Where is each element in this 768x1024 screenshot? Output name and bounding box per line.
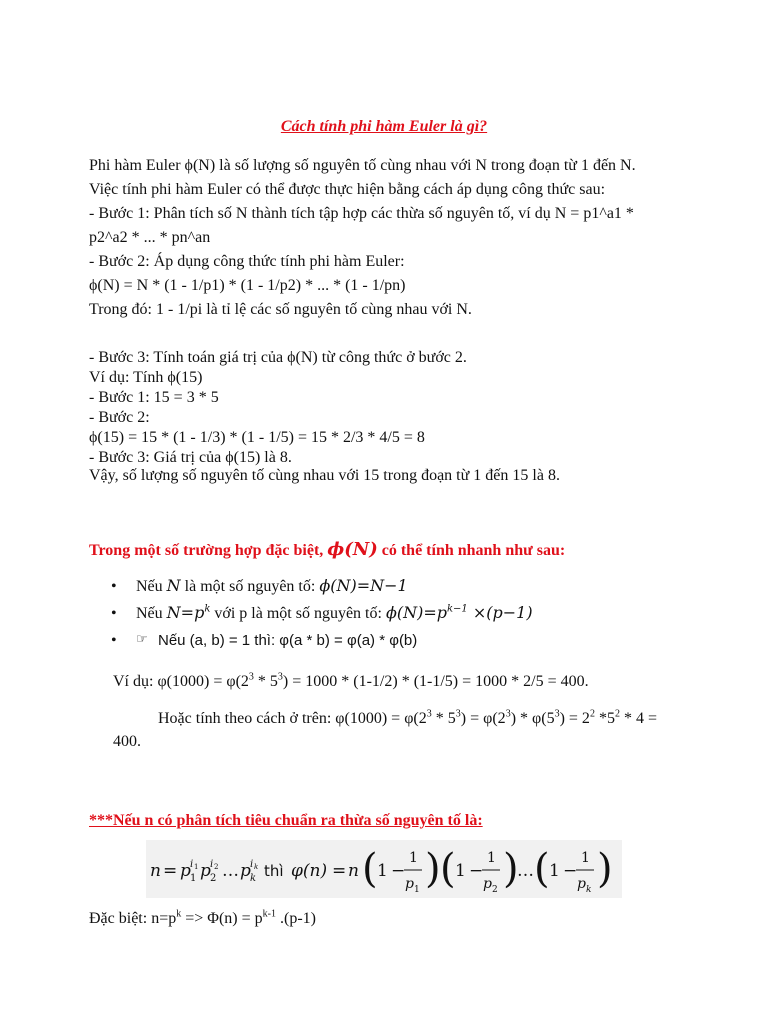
bullet-text: là một số nguyên tố:	[180, 578, 320, 595]
note-text: => Φ(n) = p	[181, 910, 263, 927]
example-text: ) = φ(2	[460, 710, 506, 727]
example-line-1	[113, 673, 589, 691]
formula-n: n	[348, 861, 359, 881]
formula-equals: =	[332, 861, 347, 881]
formula-fraction-den: p	[483, 876, 492, 892]
bullet-prime-case	[136, 576, 408, 596]
formula-phi: φ(n)	[291, 861, 328, 881]
bullet-coprime-case: Nếu (a, b) = 1 thì: φ(a * b) = φ(a) * φ(b)	[158, 632, 418, 649]
math-exponent: k	[204, 603, 211, 615]
page-title: Cách tính phi hàm Euler là gì?	[280, 118, 488, 135]
formula-sub: 2	[210, 873, 217, 884]
intro-line: Phi hàm Euler ϕ(N) là số lượng số nguyên tố cùng nhau với N trong đoạn từ 1 đến N.	[89, 157, 636, 174]
intro-line: ϕ(N) = N * (1 - 1/p1) * (1 - 1/p2) * ... * (1 - 1/pn)	[89, 277, 406, 294]
formula-equals: =	[163, 861, 178, 881]
example-text: *5	[594, 710, 615, 727]
example-text: * 4 =	[619, 710, 657, 727]
euler-formula	[146, 840, 622, 898]
formula-minus: −	[391, 861, 406, 881]
step-line: - Bước 1: 15 = 3 * 5	[89, 389, 219, 406]
formula-p: p	[240, 861, 251, 881]
formula-dots: …	[222, 861, 239, 881]
math-exponent: k−1	[446, 603, 468, 615]
math-n: N	[166, 576, 181, 595]
formula-p: p	[200, 861, 211, 881]
example-exponent: 3	[277, 671, 283, 683]
step-line: ϕ(15) = 15 * (1 - 1/3) * (1 - 1/5) = 15 * 2/3 * 4/5 = 8	[89, 429, 425, 446]
formula-one: 1	[377, 861, 388, 881]
example-exponent: 3	[554, 708, 560, 720]
special-heading-text: Trong một số trường hợp đặc biệt,	[89, 542, 328, 559]
special-heading	[89, 538, 565, 563]
formula-dots: …	[517, 861, 534, 881]
formula-p: p	[180, 861, 191, 881]
formula-sub: 1	[190, 873, 197, 884]
example-text: ) = 1000 * (1-1/2) * (1-1/5) = 1000 * 2/5 = 400.	[282, 673, 589, 690]
formula-one: 1	[549, 861, 560, 881]
formula-exp-sub: 2	[214, 863, 219, 871]
formula-minus: −	[469, 861, 484, 881]
special-note	[89, 907, 316, 931]
note-text: Đặc biệt: n=p	[89, 910, 177, 927]
step-line: - Bước 3: Tính toán giá trị của ϕ(N) từ công thức ở bước 2.	[89, 349, 467, 366]
bullet-icon: •	[111, 632, 117, 649]
formula-one: 1	[455, 861, 466, 881]
formula-fraction-num: 1	[487, 850, 496, 866]
formula-paren: )	[425, 846, 441, 892]
example-text: * 5	[431, 710, 456, 727]
math-formula: ×(p−1)	[467, 603, 533, 622]
math-formula: N=p	[166, 603, 205, 622]
example-line-2	[158, 710, 657, 728]
formula-fraction-den: p	[577, 876, 586, 892]
formula-paren: (	[362, 846, 378, 892]
example-text: ) * φ(5	[510, 710, 555, 727]
formula-exp-sub: 1	[194, 863, 199, 871]
formula-thi: thì	[264, 862, 284, 880]
formula-fraction-num: 1	[409, 850, 418, 866]
example-line-3: 400.	[113, 733, 141, 750]
bullet-prime-power-case	[136, 603, 533, 623]
pointing-hand-icon: ☞	[136, 632, 148, 647]
formula-exp: i	[190, 859, 194, 870]
formula-fraction-den: p	[405, 876, 414, 892]
step-line: Vậy, số lượng số nguyên tố cùng nhau với 15 trong đoạn từ 1 đến 15 là 8.	[89, 467, 560, 484]
intro-line: - Bước 2: Áp dụng công thức tính phi hàm Euler:	[89, 253, 405, 270]
formula-sub: k	[586, 885, 592, 895]
bullet-icon: •	[111, 578, 117, 595]
step-line: - Bước 3: Giá trị của ϕ(15) là 8.	[89, 449, 292, 466]
canonical-heading: ***Nếu n có phân tích tiêu chuẩn ra thừa số nguyên tố là:	[89, 812, 483, 829]
formula-minus: −	[563, 861, 578, 881]
formula-fraction-num: 1	[581, 850, 590, 866]
example-text: * 5	[253, 673, 278, 690]
formula-n: n	[150, 861, 161, 881]
formula-paren: (	[534, 846, 550, 892]
example-exponent: 3	[248, 671, 254, 683]
formula-paren: (	[440, 846, 456, 892]
bullet-icon: •	[111, 605, 117, 622]
example-exponent: 3	[505, 708, 511, 720]
bullet-text: Nếu	[136, 605, 167, 622]
special-heading-math: ϕ(N)	[327, 539, 378, 560]
math-formula: ϕ(N)=N−1	[319, 576, 408, 595]
example-exponent: 2	[614, 708, 620, 720]
example-text: Hoặc tính theo cách ở trên: φ(1000) = φ(2	[158, 710, 427, 727]
intro-line: Trong đó: 1 - 1/pi là tỉ lệ các số nguyên tố cùng nhau với N.	[89, 301, 472, 318]
example-exponent: 3	[455, 708, 461, 720]
formula-paren: )	[503, 846, 519, 892]
formula-sub: k	[250, 873, 257, 884]
intro-line: Việc tính phi hàm Euler có thể được thực hiện bằng cách áp dụng công thức sau:	[89, 181, 606, 198]
formula-exp-sub: k	[254, 863, 259, 871]
special-heading-text-end: có thể tính nhanh như sau:	[377, 542, 566, 559]
formula-exp: i	[250, 859, 254, 870]
math-formula: ϕ(N)=p	[385, 603, 447, 622]
note-exponent: k-1	[262, 908, 276, 920]
note-exponent: k	[176, 908, 182, 920]
example-exponent: 2	[589, 708, 595, 720]
formula-exp: i	[210, 859, 214, 870]
step-line: - Bước 2:	[89, 409, 150, 426]
bullet-text: Nếu	[136, 578, 167, 595]
example-text: Ví dụ: φ(1000) = φ(2	[113, 673, 249, 690]
formula-sub: 1	[414, 885, 420, 895]
formula-sub: 2	[492, 885, 498, 895]
example-exponent: 3	[426, 708, 432, 720]
note-text: .(p-1)	[275, 910, 316, 927]
intro-line: p2^a2 * ... * pn^an	[89, 229, 211, 246]
bullet-text: với p là một số nguyên tố:	[210, 605, 386, 622]
formula-paren: )	[597, 846, 613, 892]
example-text: ) = 2	[559, 710, 590, 727]
step-line: Ví dụ: Tính ϕ(15)	[89, 369, 203, 386]
euler-formula-image	[146, 840, 622, 898]
intro-line: - Bước 1: Phân tích số N thành tích tập hợp các thừa số nguyên tố, ví dụ N = p1^a1 *	[89, 205, 634, 222]
